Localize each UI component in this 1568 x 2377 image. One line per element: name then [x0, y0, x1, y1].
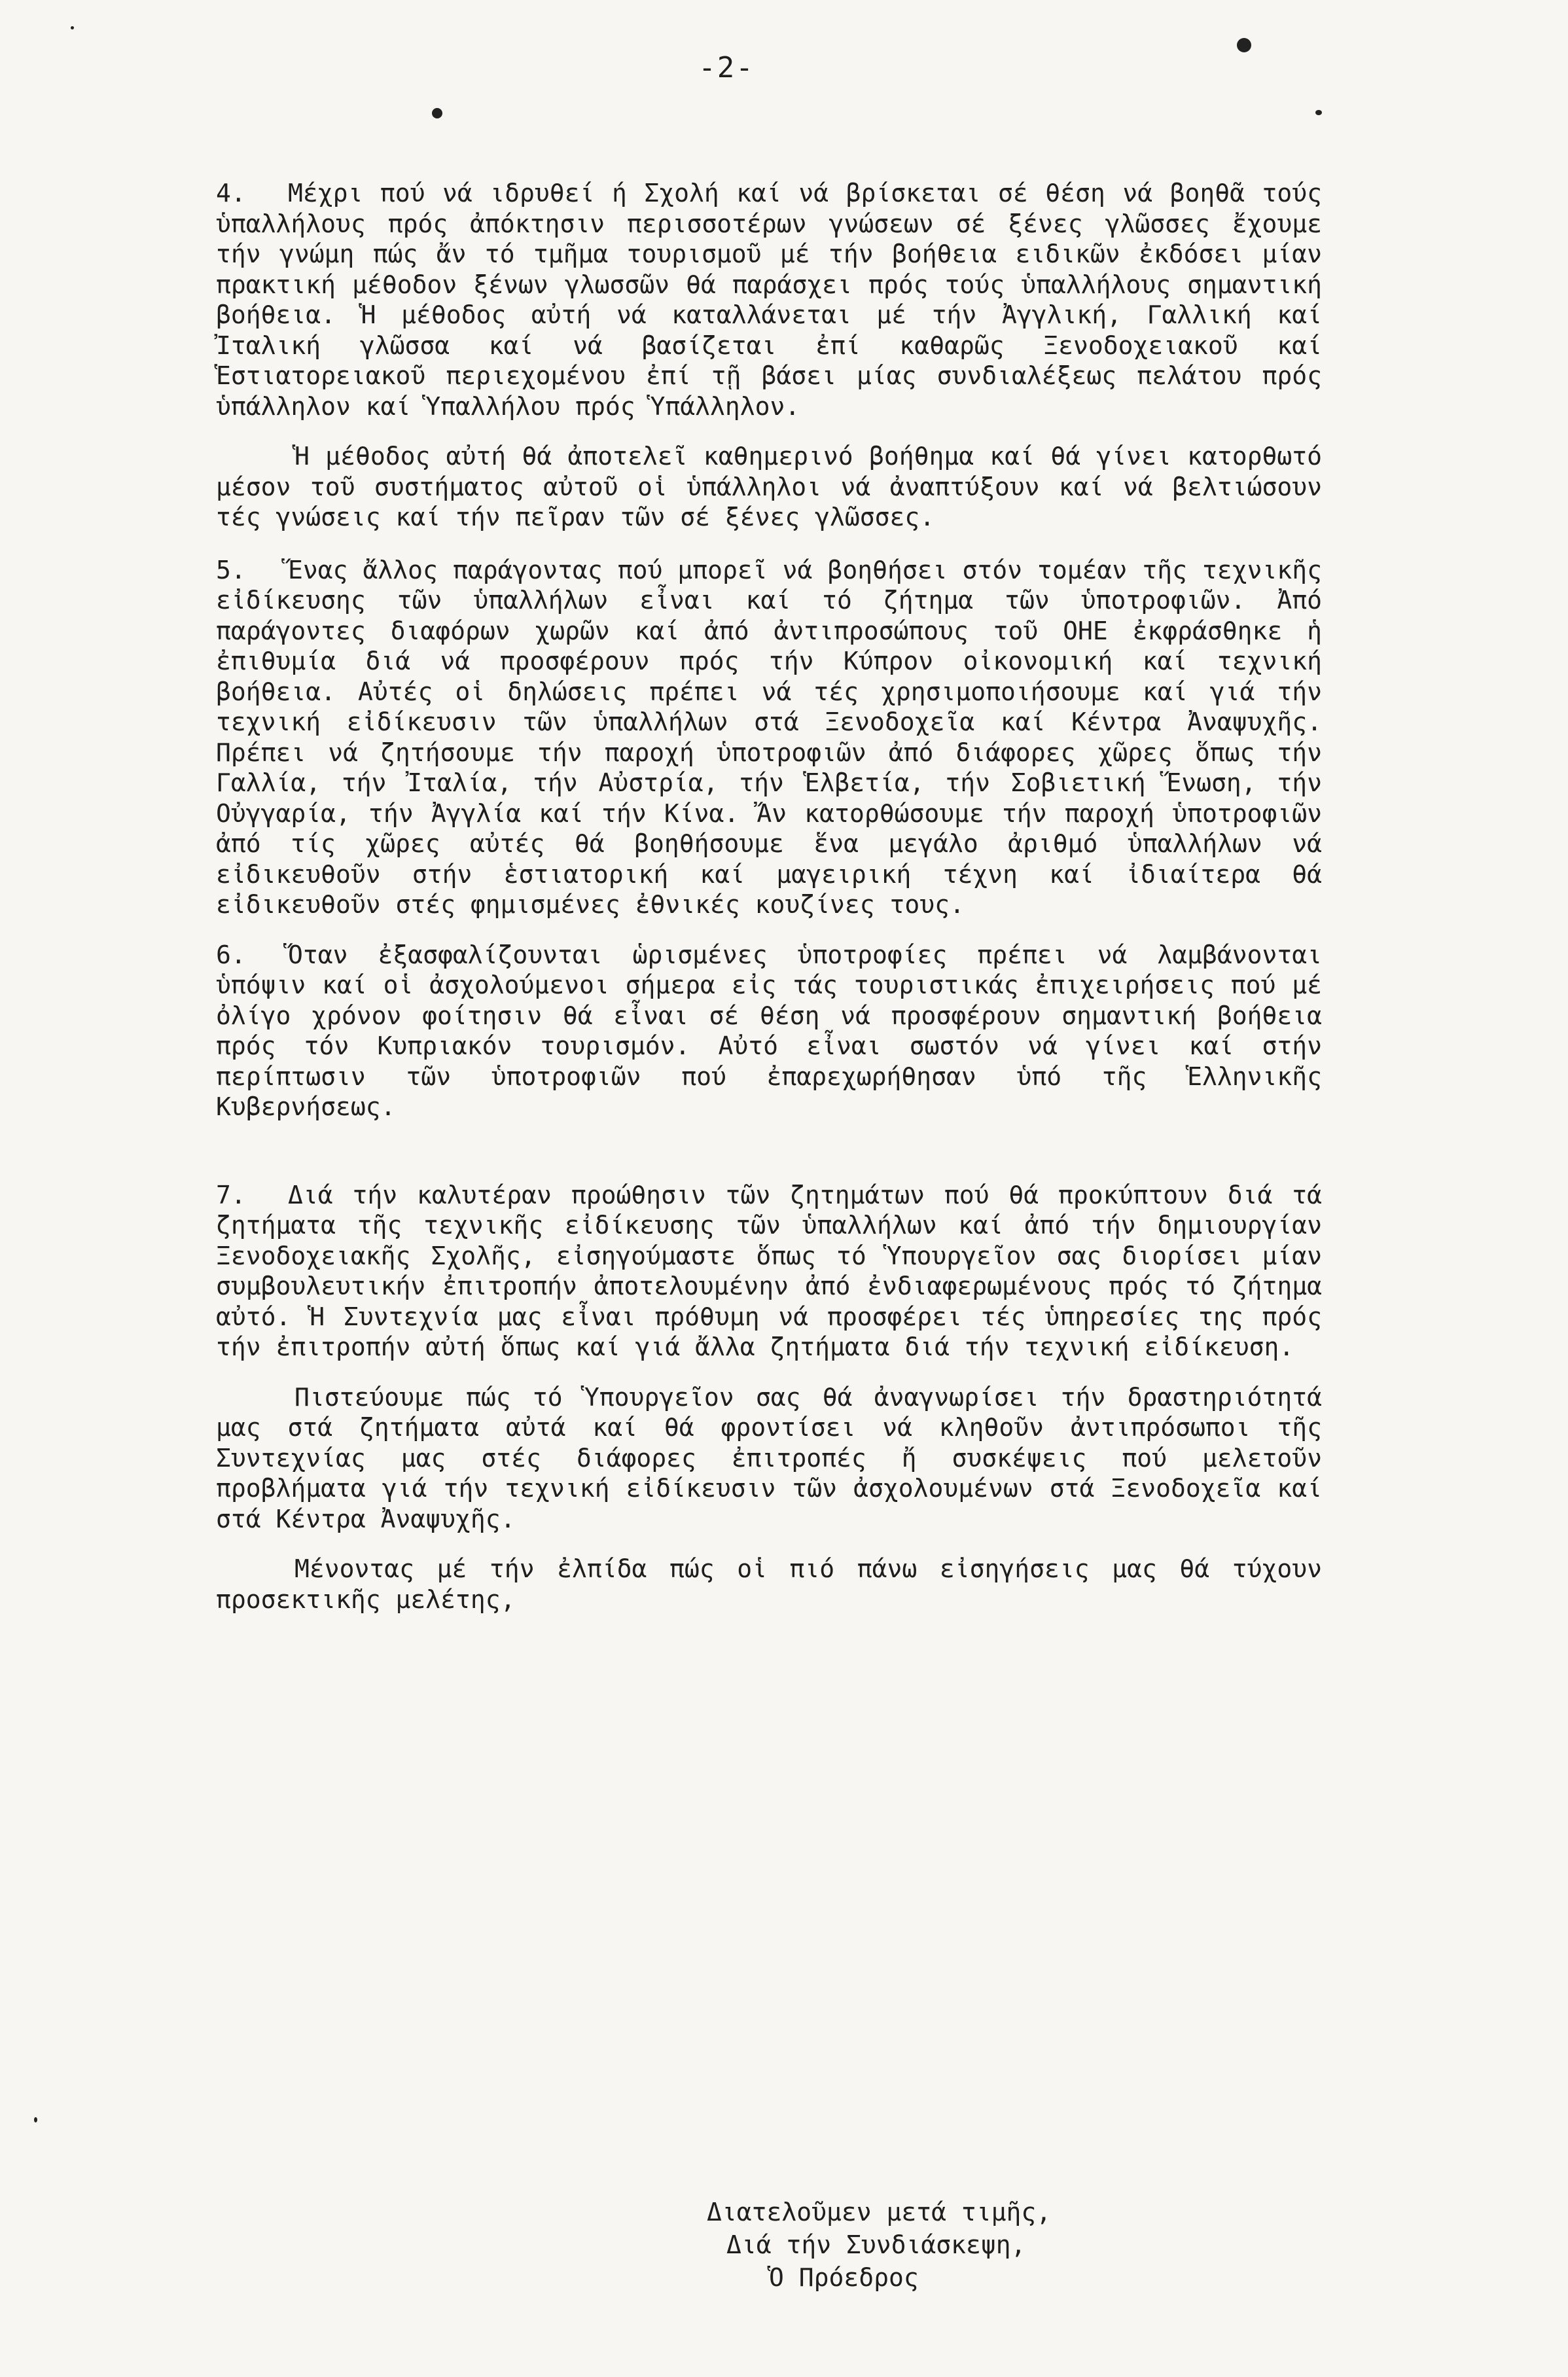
paragraph-number: 7. [216, 1180, 246, 1209]
paragraph-6 [216, 940, 1322, 1122]
paragraph-5 [216, 555, 1322, 920]
paragraph-4 [216, 178, 1322, 421]
paragraph-believe: Πιστεύουμε πώς τό Ὑπουργεῖον σας θά ἀναγνωρίσει τήν δραστηριότητά μας στά ζητήματα αὐτά καί θά φροντίσει νά κληθοῦν ἀντιπρόσωποι τῆς Συντεχνίας μας στές διάφορες ἐπιτροπές ἤ συσκέψεις πού μελετοῦν προβλήματα γιά τήν τεχνική εἰδίκευσιν τῶν ἀσχολουμένων στά Ξενοδοχεῖα καί στά Κέντρα Ἀναψυχῆς. [216, 1382, 1322, 1533]
ink-speck [34, 2117, 37, 2122]
ink-speck [432, 108, 442, 118]
closing-signatory: Ὁ Πρόεδρος [769, 2263, 919, 2292]
closing-salutation: Διατελοῦμεν μετά τιμῆς, [707, 2198, 1052, 2226]
paragraph-number: 6. [216, 940, 246, 969]
paragraph-method: Ἡ μέθοδος αὐτή θά ἀποτελεῖ καθημερινό βοήθημα καί θά γίνει κατορθωτό μέσον τοῦ συστήματος αὐτοῦ οἱ ὑπάλληλοι νά ἀναπτύξουν καί νά βελτιώσουν τές γνώσεις καί τήν πεῖραν τῶν σέ ξένες γλῶσσες. [216, 442, 1322, 531]
paragraph-text: Ἕνας ἄλλος παράγοντας πού μπορεῖ νά βοηθήσει στόν τομέαν τῆς τεχνικῆς εἰδίκευσης τῶν ὑπαλλήλων εἶναι καί τό ζήτημα τῶν ὑποτροφιῶν. Ἀπό παράγοντες διαφόρων χωρῶν καί ἀπό ἀντιπροσώπους τοῦ ΟΗΕ ἐκφράσθηκε ἡ ἐπιθυμία διά νά προσφέρουν πρός τήν Κύπρον οἰκονομική καί τεχνική βοήθεια. Αὐτές οἱ δηλώσεις πρέπει νά τές χρησιμοποιήσουμε καί γιά τήν τεχνική εἰδίκευσιν τῶν ὑπαλλήλων στά Ξενοδοχεῖα καί Κέντρα Ἀναψυχῆς. Πρέπει νά ζητήσουμε τήν παροχή ὑποτροφιῶν ἀπό διάφορες χῶρες ὅπως τήν Γαλλία, τήν Ἰταλία, τήν Αὐστρία, τήν Ἑλβετία, τήν Σοβιετική Ἕνωση, τήν Οὐγγαρία, τήν Ἀγγλία καί τήν Κίνα. Ἄν κατορθώσουμε τήν παροχή ὑποτροφιῶν ἀπό τίς χῶρες αὐτές θά βοηθήσουμε ἕνα μεγάλο ἀριθμό ὑπαλλήλων νά εἰδικευθοῦν στήν ἑστιατορική καί μαγειρική τέχνη καί ἰδιαίτερα θά εἰδικευθοῦν στές φημισμένες ἐθνικές κουζίνες τους. [216, 555, 1322, 919]
paragraph-closing-remark: Μένοντας μέ τήν ἐλπίδα πώς οἱ πιό πάνω εἰσηγήσεις μας θά τύχουν προσεκτικῆς μελέτης, [216, 1554, 1322, 1614]
paragraph-text: Ὅταν ἐξασφαλίζουνται ὡρισμένες ὑποτροφίες πρέπει νά λαμβάνονται ὑπόψιν καί οἱ ἀσχολούμενοι σήμερα εἰς τάς τουριστικάς ἐπιχειρήσεις πού μέ ὀλίγο χρόνον φοίτησιν θά εἶναι σέ θέση νά προσφέρουν σημαντική βοήθεια πρός τόν Κυπριακόν τουρισμόν. Αὐτό εἶναι σωστόν νά γίνει καί στήν περίπτωσιν τῶν ὑποτροφιῶν πού ἐπαρεχωρήθησαν ὑπό τῆς Ἑλληνικῆς Κυβερνήσεως. [216, 940, 1322, 1121]
paragraph-text: Μέχρι πού νά ιδρυθεί ή Σχολή καί νά βρίσκεται σέ θέση νά βοηθᾶ τούς ὑπαλλήλους πρός ἀπόκτησιν περισσοτέρων γνώσεων σέ ξένες γλῶσσες ἔχουμε τήν γνώμη πώς ἄν τό τμῆμα τουρισμοῦ μέ τήν βοήθεια ειδικῶν ἐκδόσει μίαν πρακτική μέθοδον ξένων γλωσσῶν θά παράσχει πρός τούς ὑπαλλήλους σημαντική βοήθεια. Ἡ μέθοδος αὐτή νά καταλλάνεται μέ τήν Ἀγγλική, Γαλλική καί Ἰταλική γλῶσσα καί νά βασίζεται ἐπί καθαρῶς Ξενοδοχειακοῦ καί Ἑστιατορειακοῦ περιεχομένου ἐπί τῇ βάσει μίας συνδιαλέξεως πελάτου πρός ὑπάλληλον καί Ὑπαλλήλου πρός Ὑπάλληλον. [216, 179, 1322, 421]
paragraph-text: Διά τήν καλυτέραν προώθησιν τῶν ζητημάτων πού θά προκύπτουν διά τά ζητήματα τῆς τεχνικῆς εἰδίκευσης τῶν ὑπαλλήλων καί ἀπό τήν δημιουργίαν Ξενοδοχειακῆς Σχολῆς, εἰσηγούμαστε ὅπως τό Ὑπουργεῖον σας διορίσει μίαν συμβουλευτικήν ἐπιτροπήν ἀποτελουμένην ἀπό ἐνδιαφερωμένους πρός τό ζήτημα αὐτό. Ἡ Συντεχνία μας εἶναι πρόθυμη νά προσφέρει τές ὑπηρεσίες της πρός τήν ἐπιτροπήν αὐτή ὅπως καί γιά ἄλλα ζητήματα διά τήν τεχνική εἰδίκευση. [216, 1180, 1322, 1361]
page-number: -2- [698, 51, 755, 84]
ink-speck [71, 26, 74, 29]
ink-speck [1315, 110, 1322, 115]
letter-body [216, 178, 1322, 1615]
signature-block [707, 2196, 1230, 2294]
paragraph-7 [216, 1180, 1322, 1363]
ink-speck [1237, 38, 1251, 52]
paragraph-number: 5. [216, 555, 246, 584]
closing-organization: Διά τήν Συνδιάσκεψη, [726, 2230, 1026, 2259]
paragraph-number: 4. [216, 179, 246, 207]
